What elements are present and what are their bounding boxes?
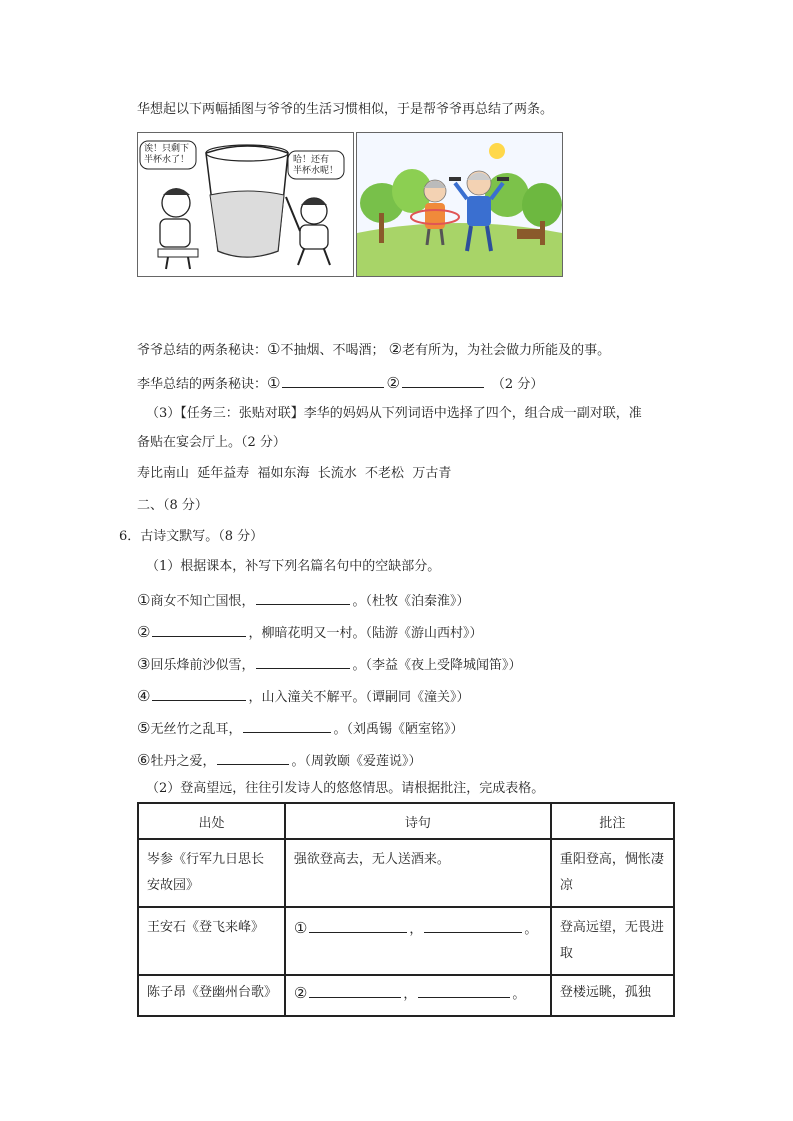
item-6-blank[interactable]: [217, 750, 289, 765]
lihua-num-1: ①: [267, 374, 281, 392]
item-3-after: 。（李益《夜上受降城闻笛》）: [352, 658, 522, 673]
bubble-left-text: 诶！只剩下 半杯水了！: [144, 144, 190, 165]
q6-sub1: （1）根据课本，补写下列名篇名句中的空缺部分。: [146, 559, 441, 574]
task3-line-2: 备贴在宴会厅上。（2 分）: [137, 435, 286, 450]
recitation-item-4: [137, 686, 469, 707]
recitation-item-6: [137, 750, 421, 771]
row-1-source: 岑参《行军九日思长安故园》: [147, 852, 265, 893]
bubble-right-text: 哈！还有 半杯水呢！: [293, 155, 339, 176]
item-3-num: ③: [137, 655, 151, 673]
item-1-blank[interactable]: [256, 590, 350, 605]
table-row: [138, 975, 674, 1016]
tip-num-1: ①: [267, 340, 281, 358]
row-3-sep: ，: [403, 987, 417, 1002]
q6-sub2: （2）登高望远，往往引发诗人的悠悠情思。请根据批注，完成表格。: [146, 781, 545, 796]
item-2-after: ，柳暗花明又一村。（陆游《游山西村》）: [248, 626, 483, 641]
lihua-blank-2[interactable]: [402, 373, 484, 388]
row-2-blank-2[interactable]: [424, 918, 522, 933]
item-2-blank[interactable]: [152, 622, 246, 637]
table-row: [138, 839, 674, 907]
item-5-before: 无丝竹之乱耳，: [150, 722, 242, 737]
row-3-end: 。: [512, 987, 526, 1002]
row-2-blank-1[interactable]: [309, 918, 407, 933]
item-4-num: ④: [137, 687, 151, 705]
row-2-source: 王安石《登飞来峰》: [147, 920, 265, 935]
elderly-exercise-picture: [356, 132, 563, 277]
item-5-after: 。（刘禹锡《陋室铭》）: [333, 722, 464, 737]
item-1-before: 商女不知亡国恨，: [150, 594, 255, 609]
half-glass-comic: [137, 132, 354, 277]
lihua-num-2: ②: [386, 374, 400, 392]
item-2-num: ②: [137, 623, 151, 641]
row-2-poem: [286, 908, 550, 950]
row-3-note: 登楼远眺，孤独: [559, 985, 651, 1000]
row-3-num: ②: [293, 984, 308, 1002]
item-4-after: ，山入潼关不解平。（谭嗣同《潼关》）: [248, 690, 470, 705]
header-source: 出处: [138, 803, 285, 839]
grandpa-tips-label: 爷爷总结的两条秘诀：: [137, 343, 268, 358]
tip-text-1: 不抽烟、不喝酒；: [280, 343, 385, 358]
row-1-poem: 强欲登高去，无人送酒来。: [293, 852, 450, 867]
row-2-sep: ，: [409, 922, 423, 937]
row-2-num: ①: [293, 919, 308, 937]
header-note: 批注: [551, 803, 674, 839]
row-3-source: 陈子昂《登幽州台歌》: [147, 985, 278, 1000]
item-1-after: 。（杜牧《泊秦淮》）: [352, 594, 470, 609]
row-3-blank-2[interactable]: [418, 983, 510, 998]
recitation-item-3: [137, 654, 521, 675]
item-5-blank[interactable]: [243, 718, 331, 733]
recitation-item-5: [137, 718, 463, 739]
table-row: [138, 907, 674, 975]
row-3-poem: [286, 976, 550, 1015]
item-3-before: 回乐烽前沙似雪，: [150, 658, 255, 673]
park-illustration: [357, 133, 562, 276]
intro-line: 华想起以下两幅插图与爷爷的生活习惯相似，于是帮爷爷再总结了两条。: [137, 102, 554, 117]
lihua-tips-line: [137, 373, 543, 394]
lihua-tips-label: 李华总结的两条秘诀：: [137, 377, 268, 392]
item-6-after: 。（周敦颐《爱莲说》）: [291, 754, 422, 769]
lihua-blank-1[interactable]: [282, 373, 384, 388]
lihua-score: （2 分）: [491, 377, 544, 392]
row-1-note: 重阳登高，惆怅凄凉: [559, 852, 664, 893]
header-poem: 诗句: [285, 803, 551, 839]
item-6-before: 牡丹之爱，: [150, 754, 216, 769]
item-3-blank[interactable]: [256, 654, 350, 669]
item-6-num: ⑥: [137, 751, 151, 769]
table-header-row: [138, 803, 674, 839]
item-5-num: ⑤: [137, 719, 151, 737]
row-2-end: 。: [524, 922, 538, 937]
row-3-blank-1[interactable]: [309, 983, 401, 998]
couplet-word-list: 寿比南山 延年益寿 福如东海 长流水 不老松 万古青: [137, 466, 452, 481]
section-2-heading: 二、（8 分）: [137, 498, 208, 513]
task3-line-1: （3）【任务三：张贴对联】李华的妈妈从下列词语中选择了四个，组合成一副对联，准: [146, 406, 642, 421]
q6-title: 6．古诗文默写。（8 分）: [119, 529, 264, 544]
item-1-num: ①: [137, 591, 151, 609]
recitation-item-2: [137, 622, 482, 643]
row-2-note: 登高远望，无畏进取: [559, 920, 664, 961]
item-4-blank[interactable]: [152, 686, 246, 701]
tip-num-2: ②: [388, 340, 403, 358]
tip-text-2: 老有所为，为社会做力所能及的事。: [402, 343, 611, 358]
grandpa-tips-line: [137, 340, 610, 360]
recitation-item-1: [137, 590, 469, 611]
poetry-table: [137, 802, 675, 1017]
